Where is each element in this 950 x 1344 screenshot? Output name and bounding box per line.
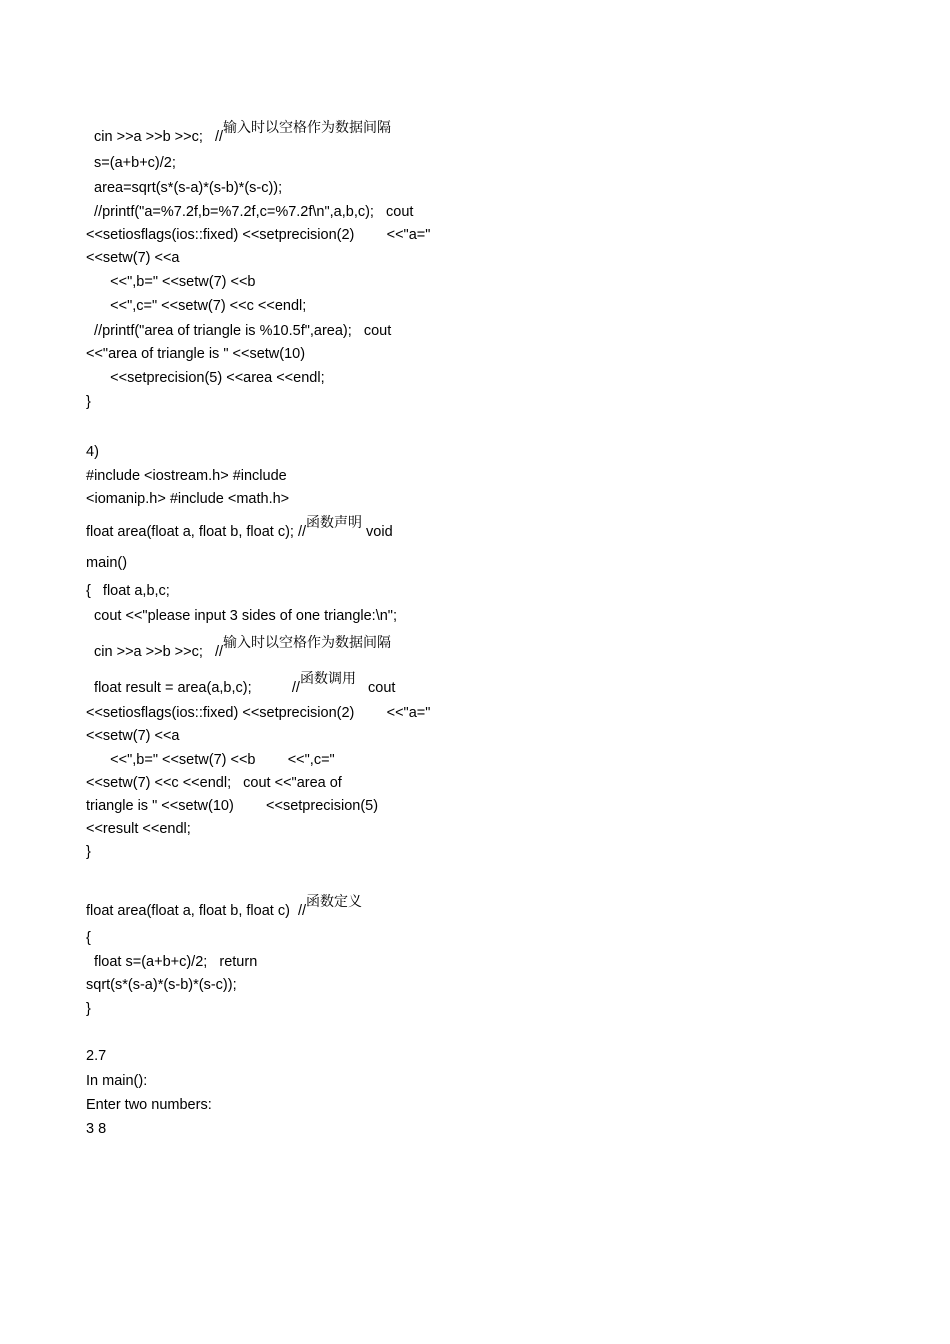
code-text: cout <<"please input 3 sides of one triangle:\n";: [86, 608, 397, 624]
code-text: <<",b=" <<setw(7) <<b <<",c=": [86, 752, 335, 768]
code-line: [86, 1072, 147, 1090]
code-line: [86, 297, 306, 315]
code-text: s=(a+b+c)/2;: [86, 155, 176, 171]
code-line: [86, 704, 430, 722]
code-line: [86, 635, 392, 661]
code-line: [86, 727, 180, 745]
code-text: area=sqrt(s*(s-a)*(s-b)*(s-c));: [86, 180, 283, 196]
code-comment: 函数调用: [299, 671, 356, 687]
code-text: <<"area of triangle is " <<setw(10): [86, 346, 306, 362]
code-line: [86, 671, 396, 697]
code-text: <<setiosflags(ios::fixed) <<setprecision(2) <<"a=": [86, 705, 431, 721]
code-text: //printf("area of triangle is %10.5f",area); cout: [86, 323, 392, 339]
code-text: <<",c=" <<setw(7) <<c <<endl;: [86, 298, 307, 314]
code-line: [86, 1047, 106, 1065]
code-text: //printf("a=%7.2f,b=%7.2f,c=%7.2f\n",a,b,c); cout: [86, 204, 414, 220]
code-line: [86, 843, 91, 861]
code-line: [86, 369, 325, 387]
code-text: float area(float a, float b, float c) //: [86, 903, 307, 919]
code-text: cin >>a >>b >>c; //: [86, 644, 224, 660]
code-text: cin >>a >>b >>c; //: [86, 129, 224, 145]
code-text: {: [86, 930, 91, 946]
code-line: [86, 894, 363, 920]
code-line: [86, 953, 257, 971]
code-comment: 输入时以空格作为数据间隔: [223, 635, 392, 651]
code-line: [86, 443, 99, 461]
code-text: <iomanip.h> #include <math.h>: [86, 491, 290, 507]
code-line: [86, 820, 191, 838]
code-line: [86, 154, 176, 172]
code-line: [86, 1120, 106, 1138]
code-comment: 输入时以空格作为数据间隔: [223, 120, 392, 136]
code-text: <<setw(7) <<a: [86, 250, 180, 266]
code-line: [86, 774, 342, 792]
code-line: [86, 515, 393, 541]
code-text: { float a,b,c;: [86, 583, 170, 599]
code-line: [86, 467, 287, 485]
code-text: 3 8: [86, 1121, 107, 1137]
code-text: }: [86, 844, 91, 860]
code-line: [86, 490, 289, 508]
code-line: [86, 607, 397, 625]
code-line: [86, 273, 256, 291]
code-line: [86, 120, 392, 146]
code-comment: 函数定义: [306, 894, 363, 910]
code-text: <<setprecision(5) <<area <<endl;: [86, 370, 325, 386]
code-text: sqrt(s*(s-a)*(s-b)*(s-c));: [86, 977, 237, 993]
code-text: float result = area(a,b,c); //: [86, 680, 300, 696]
code-line: [86, 393, 91, 411]
code-text: float area(float a, float b, float c); //: [86, 524, 307, 540]
code-line: [86, 554, 127, 572]
code-text: main(): [86, 555, 128, 571]
code-text: Enter two numbers:: [86, 1097, 212, 1113]
code-line: [86, 203, 413, 221]
code-line: [86, 1096, 212, 1114]
code-text-tail: cout: [355, 680, 396, 696]
code-line: [86, 976, 237, 994]
code-text: <<setw(7) <<c <<endl; cout <<"area of: [86, 775, 342, 791]
code-text: <<result <<endl;: [86, 821, 191, 837]
code-line: [86, 322, 391, 340]
code-line: [86, 797, 378, 815]
code-line: [86, 1000, 91, 1018]
code-text: #include <iostream.h> #include: [86, 468, 287, 484]
code-line: [86, 179, 282, 197]
code-text: <<",b=" <<setw(7) <<b: [86, 274, 256, 290]
code-text: <<setw(7) <<a: [86, 728, 180, 744]
code-text: float s=(a+b+c)/2; return: [86, 954, 258, 970]
code-line: [86, 582, 170, 600]
code-text: }: [86, 394, 91, 410]
code-line: [86, 751, 335, 769]
code-text: In main():: [86, 1073, 148, 1089]
code-comment: 函数声明: [306, 515, 363, 531]
code-line: [86, 249, 180, 267]
code-line: [86, 345, 305, 363]
code-text: triangle is " <<setw(10) <<setprecision(5): [86, 798, 379, 814]
code-line: [86, 929, 91, 947]
code-text-tail: void: [362, 524, 393, 540]
code-line: [86, 226, 430, 244]
code-text: 4): [86, 444, 99, 460]
code-text: 2.7: [86, 1048, 107, 1064]
code-text: }: [86, 1001, 91, 1017]
code-text: <<setiosflags(ios::fixed) <<setprecision(2) <<"a=": [86, 227, 431, 243]
